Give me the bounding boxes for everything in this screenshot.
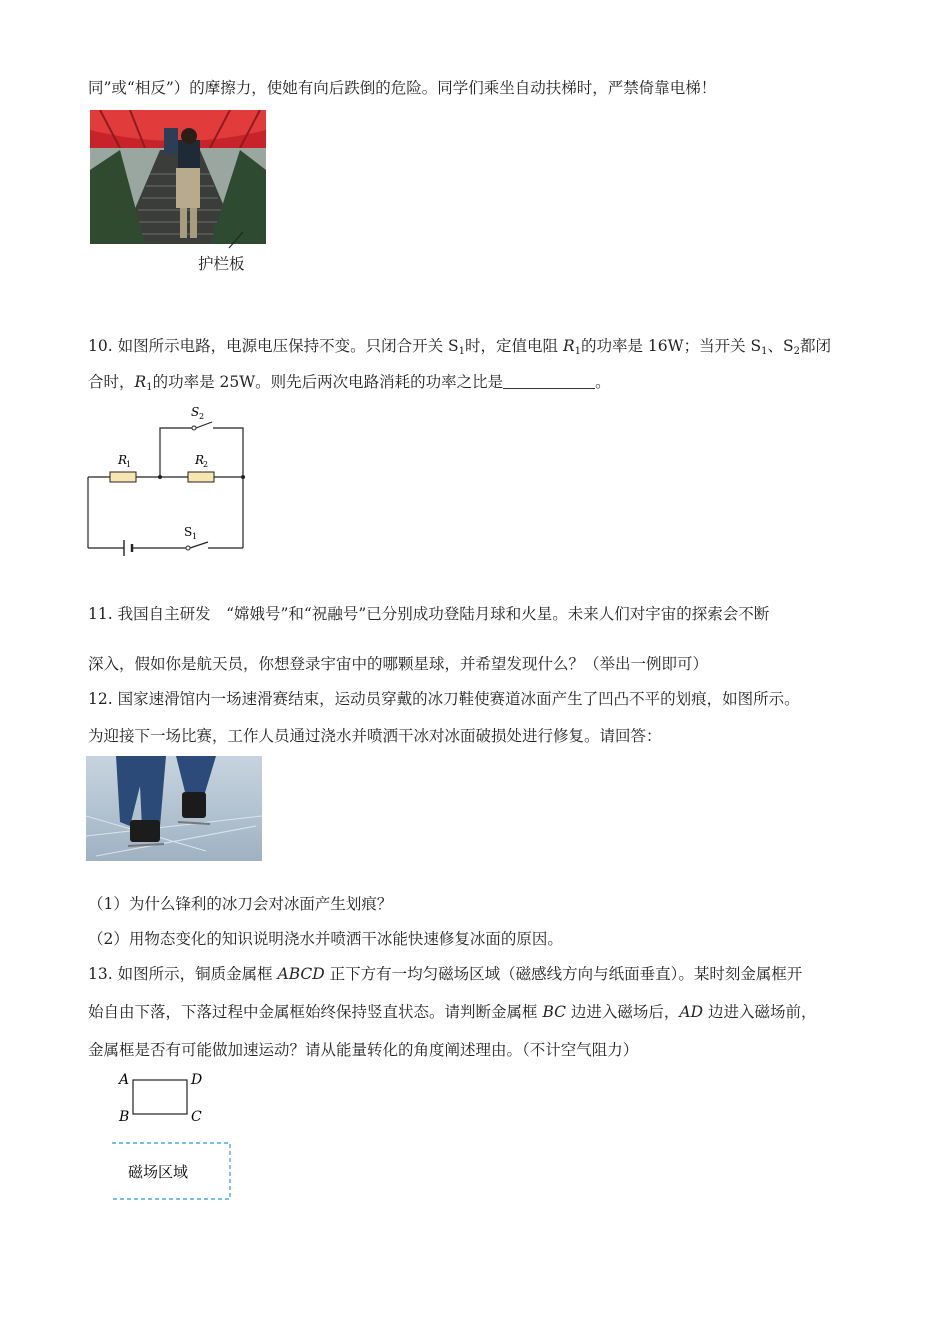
q13-line-3: 金属框是否有可能做加速运动？请从能量转化的角度阐述理由。（不计空气阻力） [88,1041,639,1059]
q12-sub-1: （1）为什么锋利的冰刀会对冰面产生划痕？ [88,895,393,913]
q11-line-1: 11. 我国自主研发 “嫦娥号”和“祝融号”已分别成功登陆月球和火星。未来人们对宇宙的探索会不断 [88,605,770,623]
q10-line-2: 合时，$R_1$的功率是 25W。则先后两次电路消耗的功率之比是 。 [88,373,611,393]
q13-line-1: 13. 如图所示，铜质金属框 ABCD 正下方有一均匀磁场区域（磁感线方向与纸面垂直）。某时刻金属框开 [88,965,803,983]
svg-text:2: 2 [199,412,205,421]
metal-frame [133,1080,187,1114]
pointer-line [225,230,245,250]
s1-label: S [184,525,193,539]
svg-text:2: 2 [203,460,209,469]
r1-resistor [110,472,136,482]
escalator-photo [90,110,266,244]
answer-blank [503,374,595,389]
field-label: 磁场区域 [128,1163,189,1181]
svg-text:1: 1 [126,460,132,469]
q13-line-2: 始自由下落，下落过程中金属框始终保持竖直状态。请判断金属框 BC 边进入磁场后，AD 边进入磁场前， [88,1003,817,1021]
r2-label: R [195,453,205,467]
photo-caption: 护栏板 [198,255,245,273]
label-c: C [191,1109,202,1125]
metal-frame-diagram [110,1066,240,1206]
r2-resistor [188,472,214,482]
q9-text-line: 同”或“相反”）的摩擦力，使她有向后跌倒的危险。同学们乘坐自动扶梯时，严禁倚靠电梯！ [88,79,717,97]
label-a: A [119,1072,130,1088]
svg-text:1: 1 [192,532,198,541]
circuit-diagram [80,400,260,560]
label-b: B [119,1109,130,1125]
r1-label: R [118,453,128,467]
label-d: D [191,1072,203,1088]
s2-label: S [191,405,200,419]
q12-line-2: 为迎接下一场比赛，工作人员通过浇水并喷洒干冰对冰面破损处进行修复。请回答： [88,727,662,745]
q12-line-1: 12. 国家速滑馆内一场速滑赛结束，运动员穿戴的冰刀鞋使赛道冰面产生了凹凸不平的划痕，如图所示。 [88,690,800,708]
skates-photo [86,756,262,861]
q10-line-1: 10. 如图所示电路，电源电压保持不变。只闭合开关 $S_1$时，定值电阻 $R_1$的功率是 16W；当开关 $S_1$、$S_2$都闭 [88,337,832,357]
q11-line-2: 深入，假如你是航天员，你想登录宇宙中的哪颗星球，并希望发现什么？（举出一例即可） [88,655,709,673]
q12-sub-2: （2）用物态变化的知识说明浇水并喷洒干冰能快速修复冰面的原因。 [88,930,563,948]
